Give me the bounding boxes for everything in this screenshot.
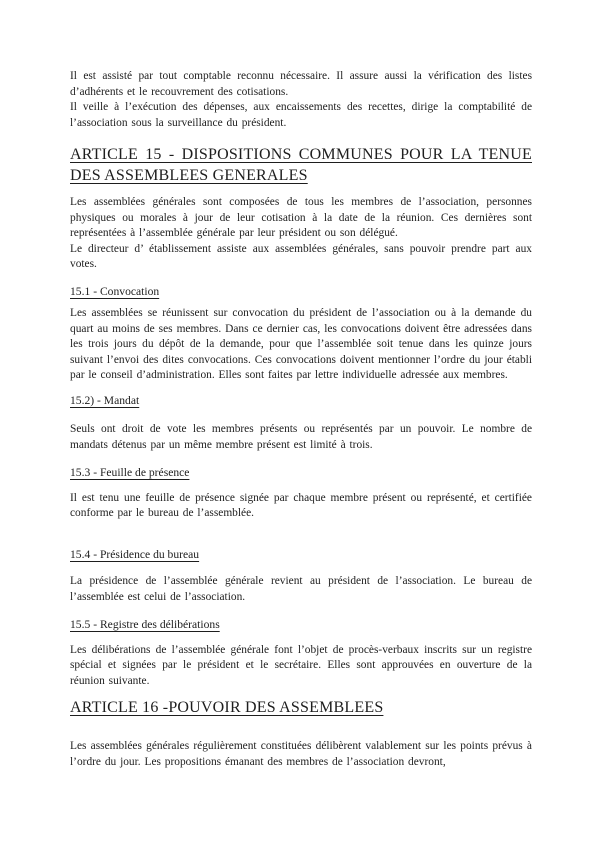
paragraph-convocation-rules: Les assemblées se réunissent sur convocation du président de l’association ou à la demande du quart au moins de ses membres. Dans ce dernier cas, les convocations doivent être adressées dans les trois jours du dépôt de la demande, pour que l’assemblée soit tenue dans les quinze jours suivant l’envoi des dites convocations. Ces convocations doivent mentionner l’ordre du jour établi par le conseil d’administration. Elles sont faites par lettre individuelle adressée aux membres.: [70, 307, 532, 381]
paragraph-director-attendance: Le directeur d’ établissement assiste aux assemblées générales, sans pouvoir prendre part aux votes.: [70, 242, 532, 270]
article-16-heading: ARTICLE 16 -POUVOIR DES ASSEMBLEES: [70, 699, 384, 716]
section-15-2-heading: 15.2) - Mandat: [70, 393, 140, 407]
section-15-5-heading: 15.5 - Registre des délibérations: [70, 618, 220, 631]
paragraph-assemblies-composition: Les assemblées générales sont composées de tous les membres de l’association, personnes physiques ou morales à jour de leur cotisation à la date de la réunion. Ces dernières sont représentées à l’assemblée générale par leur président ou son délégué.: [70, 196, 532, 239]
section-15-4-heading: 15.4 - Présidence du bureau: [70, 547, 200, 561]
paragraph-treasurer-duties: Il veille à l’exécution des dépenses, aux encaissements des recettes, dirige la comptabilité de l’association sous la surveillance du président.: [70, 101, 532, 129]
section-15-1-heading: 15.1 - Convocation: [70, 284, 160, 298]
paragraph-bureau-presidency: La présidence de l’assemblée générale revient au président de l’association. Le bureau de l’assemblée est celui de l’association.: [70, 575, 532, 603]
paragraph-attendance-sheet: Il est tenu une feuille de présence signée par chaque membre présent ou représenté, et certifiée conforme par le bureau de l’assemblée.: [70, 491, 532, 519]
paragraph-treasurer-assistance: Il est assisté par tout comptable reconnu nécessaire. Il assure aussi la vérification des listes d’adhérents et le recouvrement des cotisations.: [70, 70, 532, 98]
article-15-heading: ARTICLE 15 - DISPOSITIONS COMMUNES POUR LA TENUE DES ASSEMBLEES GENERALES: [70, 146, 532, 184]
paragraph-mandate-rules: Seuls ont droit de vote les membres présents ou représentés par un pouvoir. Le nombre de mandats détenus par un même membre présent est limité à trois.: [70, 423, 532, 451]
paragraph-deliberations-register: Les délibérations de l’assemblée générale font l’objet de procès-verbaux inscrits sur un registre spécial et signées par le président et le secrétaire. Elles sont approuvées en ouverture de la réunion suivante.: [70, 643, 532, 687]
section-15-3-heading: 15.3 - Feuille de présence: [70, 466, 190, 479]
paragraph-assemblies-powers: Les assemblées générales régulièrement constituées délibèrent valablement sur les points prévus à l’ordre du jour. Les propositions émanant des membres de l’association devront,: [70, 740, 532, 768]
